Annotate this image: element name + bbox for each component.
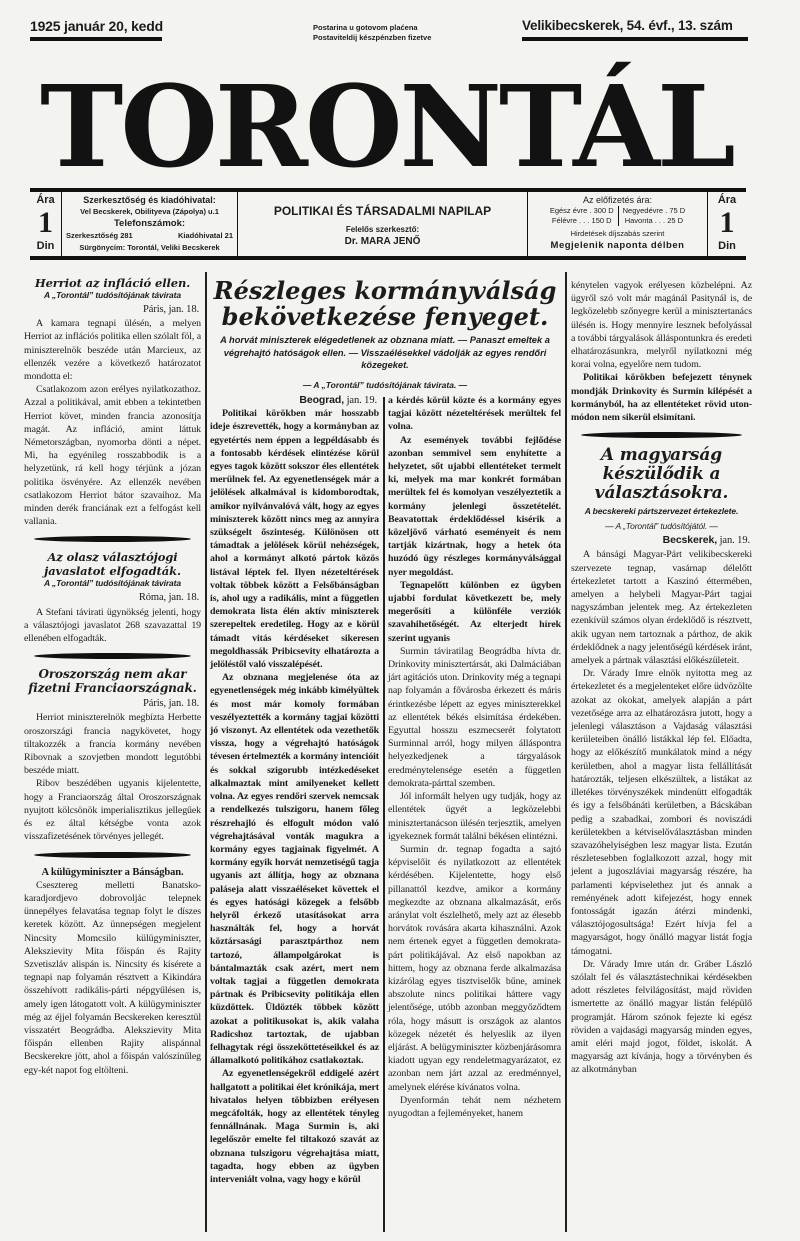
article-italy <box>24 550 201 645</box>
article-title: Oroszország nem akar fizetni Franciaországnak. <box>28 667 197 696</box>
paragraph: Az események további fejlődése azonban semmivel sem enyhítette a helyzetet, sőt ujabbi ellentéteket termelt ki, melyek ma mar konkrét formában merültek fel és komolyan veszélyeztetik a kormány jelenlegi összetételét. Beavatottak érdeklődéssel kisérik a közeljövő várható eseményeit és nem tartják kizártnak, hogy a hetek óta huzódó ügy részleges kormányválsággal nyer megoldást. <box>388 434 561 578</box>
postal-line: Postarina u gotovom plaćena <box>313 23 418 32</box>
price-unit: Din <box>36 240 55 252</box>
paragraph: kénytelen vagyok erélyesen közbelépni. Az ügyről szó volt már magánál Pasitynál is, de legközelebb szőnyegre kerül a minisztertanács ülésén is. Hogy mennyire lesznek befolyással a további tárgyalások álláspontunkra és eredeti elhatározásunkra, melyről nyilatkozni még korai volna, egyelőre nem tudom. <box>571 280 752 371</box>
paragraph: Jól informált helyen ugy tudják, hogy az ellentétek ügyét a legközelebbi minisztertanácson ülésén terjesztik, amelyen igyekeznek formát találni békésen elintézni. <box>388 791 561 842</box>
lead-column-2 <box>388 394 561 1120</box>
subscription-info <box>528 192 708 256</box>
divider <box>581 432 742 438</box>
column-rule <box>205 272 207 1232</box>
editor-name: Dr. MARA JENŐ <box>344 236 421 247</box>
dateline-city: Beograd, <box>299 394 345 406</box>
sub-quarter: Negyedévre . 75 D <box>622 206 686 215</box>
column-rule <box>565 272 567 1232</box>
paper-subtitle-box <box>238 192 528 256</box>
divider <box>34 653 191 659</box>
price-label: Ára <box>717 194 737 206</box>
article-source: A „Torontál” tudósítójának távirata <box>43 290 182 300</box>
paragraph: Surmin dr. tegnap fogadta a sajtó képviselőit és nyilatkozott az ellentétek kérdésében. Kijelentette, hogy első pillanattól kezdve, amikor a kormány megkezdte az obznana alkalmazását, erős aránylat volt észlelhető, mely azt az élesebb horvátok rovására akarta kihasználni. Azok nem értenek egyet a független demokrata-párt politikájával. Az első napokban az hittem, hogy az obznana ferde alkalmazása kizárólag egyes tisztviselők bűne, aminek abszolute nincs politikai háttere vagy jelentősége, utóbb azonban meggyőződtem róla, hogy másutt is országok az alantos közegek nézetét és helyeslik az ilyen eljárást. A belügyminiszter közbenjárásomra kiadott ugyan egy rendeletmagyarázatot, ez azonban nem járt azzal az eredménnyel, amelynek elérése kívánatos volna. <box>388 843 561 1093</box>
article-subtitle: A becskereki pártszervezet értekezlete. <box>584 506 739 517</box>
sub-month: Havonta . . . 25 D <box>624 216 684 225</box>
ads-note: Hirdetések díjszabás szerint <box>570 229 665 238</box>
article-russia <box>24 667 201 843</box>
issue-date: 1925 január 20, kedd <box>30 18 163 34</box>
phone-editorial: Szerkesztőség 281 <box>66 231 133 240</box>
masthead-info-box <box>30 188 746 260</box>
paragraph: Ribov beszédében ugyanis kijelentette, hogy a Franciaország által Oroszországnak nyujtott kölcsönök imperialisztikus jellegűek és ez által kétségbe vonta azok visszafizetésének törvényes jellegét. <box>24 778 201 843</box>
divider <box>522 37 748 41</box>
postal-note <box>313 23 431 43</box>
article-herriot <box>24 276 201 528</box>
subscription-title: Az előfizetés ára: <box>582 195 653 205</box>
divider <box>34 852 191 858</box>
price-value: 1 <box>38 206 53 239</box>
paragraph: Dyenformán tehát nem nézhetem nyugodtan a fejleményeket, hanem <box>388 1094 561 1119</box>
dateline-city: Becskerek, <box>662 534 718 547</box>
paragraph: Herriot miniszterelnök megbízta Herbette oroszországi francia nagykövetet, hogy tiltakozzék a francia kormány nevében Ribovnak a szovjetben mondott legutóbbi beszéde miatt. <box>24 712 201 777</box>
paragraph: Dr. Várady Imre után dr. Gráber László szólalt fel és választástechnikai kérdésekben adott részletes felvilágosítást, majd röviden ismertette az önálló magyar listán felépülő programját. Három szónok fejezte ki egész röviden a vajdasági magyarság minden egyes, amit eléri majd jogot, földet, iskolát. A magyarság azt kívánja, hogy a törvényben és az alkotmányban <box>571 958 752 1076</box>
paragraph: Politikai körökben már hosszabb ideje észrevették, hogy a kormányban az egyetértés nem éppen a legpéldásabb és a fontosabb kérdések elintézése körül egyes tagok között sokszor éles ellentétek merülnek fel. Az egyenetlenségek már a jelölések alkalmával is kidomborodtak, amikor nyilvánvalóvá vált, hogy az egyes miniszterek között nincs meg az annyira szükségelt őszinteség. Különösen ott támadtak a jelölések körül nehézségek, ahol a kormányt alkotó pártok közös listával léptek fel. Ilyen nézeteltérések voltak többek között a Felsőbánságban is, ahol ugy a radikális, mint a független demokrata lista élén aktív miniszterek szerepeltek eredetileg. Hogy az e körül támadt vitás kérdéseket sikeresen megoldhassák Pribicsevity elhatározta a jelöléstől való visszalépését. <box>210 408 379 671</box>
phone-publisher: Kiadóhivatal 21 <box>177 231 233 240</box>
dateline-date: jan. 19. <box>346 395 377 406</box>
article-source: — A „Torontál” tudósítójának távirata. — <box>302 379 468 390</box>
lead-column-1 <box>210 394 379 1186</box>
paragraph: Surmin táviratilag Beográdba hívta dr. Drinkovity minisztertársát, aki Dalmáciában járt agitációs uton. Drinkovity még a tegnapi nap folyamán a fővárosba érkezett és máris érintkezésbe lépett az egyes miniszterekkel az ellentétek békés elsimítása érdekében. Egyuttal hosszu eszmecserét folytatott Surminnal arról, hogy milyen álláspontra helyezkedjenek a tárgyalások eredménytelensége esetén a független demokrata-párttal szemben. <box>388 645 561 789</box>
divider <box>30 37 162 41</box>
paragraph: Az obznana megjelenése óta az egyenetlenségek még inkább kimélyültek és most már komoly formában veszélyeztették a kormány tagjai közötti jó viszonyt. Az ellentétek oda vezethetők vissza, hogy a végrehajtó hatóságok tévesen értelmezték a kormány intencióit és sokkal szigorubb intézkedéseket alkalmaztak mint amilyeneket kellett volna. Az egyes rendőri szervek nemcsak a rendelkezés tulszigoru, hanem főleg részrehajló és elfogult módon való végrehajtásával vonták magukra a kormány egyes tagjainak figyelmét. A kormány egyik horvát nemzetiségű tagja ugyanis azt állítja, hogy az obznana paláseja alatt visszaéléseket követtek el és egyes hatósági közegek a felsőbb helyről érkező utasításokat arra használták fel, hogy a horvát köztársasági parasztpárthoz nem tartozó, állampolgárokat is bántalmazták csak azért, mert nem voltak tagjai a független demokrata pártnak és Pribicsevity politikája ellen küzdöttek. Üldözték többek között azokat a politikusokat is, akik valaha Radicshoz tartoztak, de ujabban felhagytak régi összeköttetéseikkel és az államalkotó politikához csatlakoztak. <box>210 672 379 1067</box>
lead-deck: A horvát miniszterek elégedetlenek az obznana miatt. — Panaszt emeltek a végrehajtó hatóságok ellen. — Visszaélésekkel vádolják az egyes rendőri közegeket. <box>220 335 550 370</box>
editor-label: Felelős szerkesztő: <box>345 225 420 234</box>
paragraph: a kérdés körül közte és a kormány egyes tagjai között nézeteltérések merültek fel volna. <box>388 395 561 433</box>
appears-note: Megjelenik naponta délben <box>550 240 685 251</box>
phones-title: Telefonszámok: <box>113 218 186 229</box>
article-foreign-minister <box>24 866 201 1077</box>
dateline: Páris, jan. 18. <box>143 698 199 710</box>
paragraph: Csatlakozom azon erélyes nyilatkozathoz. Azzal a politikával, amit ebben a tekintetben Herriot követ, minden francia azonosítja magát. Az infláció, amint láttuk Németországban, nyomorba dönti a népet. Mi, ha egyénileg rosszabbodik is a helyzetünk, rá kell hogy térjünk a józan politika ösvényére. Az ellenzék nevében csatlakozom Herriot bátor szavaihoz. Ma minden derék franciának ezt a felfogást kell vallania. <box>24 384 201 528</box>
masthead-title: TORONTÁL <box>40 62 733 193</box>
lead-headline: Részleges kormányválság bekövetkezése fenyeget. <box>213 276 557 331</box>
lead-article-header <box>210 278 560 391</box>
article-title: Az olasz választójogi javaslatot elfogadták. <box>44 550 181 579</box>
dateline: Róma, jan. 18. <box>138 592 199 604</box>
sub-half: Félévre . . . 150 D <box>551 216 612 225</box>
office-info <box>62 192 238 256</box>
paragraph: A kamara tegnapi ülésén, a melyen Herriot az inflációs politika ellen szólalt föl, a miniszterelnök beszéde után Marcieux, az ellenzék vezére a következő határozatot mondotta el: <box>24 318 201 383</box>
column-rule <box>383 397 385 1232</box>
paragraph: A bánsági Magyar-Párt velikibecskereki szervezete tegnap, vasárnap délelőtt értekezletet tartott a Kaszinó éttermében, amelyen a helybeli Magyar-Párt tagjai nagyszámban jelentek meg. Az értekezleten ezenkívül számos olyan érdeklődő is résztvett, akik ugyan nem tartoznak a párthoz, de akik érdeklődnek a nagy jelentőségű kérdések iránt, amelyek a pártnak választási előkészületeit. <box>571 549 752 667</box>
price-left <box>30 192 62 256</box>
article-title: A külügyminiszter a Bánságban. <box>41 866 184 878</box>
sub-year: Egész évre . 300 D <box>549 206 614 215</box>
dateline-date: jan. 19. <box>719 535 750 547</box>
paragraph: Csesztereg melletti Banatsko-karadjordjevo dobrovoljác telepnek ünnepélyes felavatása tegnap folyt le díszes keretek között. Az ünnepségen megjelent Nincsity Momcsilo külügyminiszter, Alekszievity Mita főispán és Rajity Szvetiszláv alispán is. Nincsity és kísérete a tegnapi nap folyamán résztvett a Kikindára összehívott radikális-párti népgyűlésen is, amely igen látogatott volt. A külügyminiszter még az éjjel folyamán Becskereken keresztül visszatért Beográdba. Alekszievity Mita főispán ellenben Rajity alispánnal Becskerekre jött, ahol a főispán valószínűleg egy-két napot fog eltölteni. <box>24 879 201 1076</box>
dateline: Páris, jan. 18. <box>143 304 199 315</box>
article-title: Herriot az infláció ellen. <box>34 276 191 290</box>
article-title: A magyarság készülődik a választásokra. <box>594 445 729 504</box>
paragraph: Az egyenetlenségekről eddigelé azért hallgatott a politikai élet krónikája, mert hivatalos helyen többizben erélyesen megcáfolták, hogy az ellentétek tényleg fennállnának. Maga Surmin is, aki legelőször emelte fel tiltakozó szavát az obznana tulszigoru végrehajtása miatt, tagadta, hogy ebben az ügyben interveniált volna, vagy hogy e körül <box>210 1068 379 1185</box>
left-column <box>24 276 201 1077</box>
telegram-address: Sürgönycím: Torontál, Veliki Becskerek <box>79 243 220 252</box>
paragraph: Tegnapelőtt különben ez ügyben ujabbi fordulat következett be, mely megerősíti a különféle verziók szavahihetőségét. Az elterjedt hírek szerint ugyanis <box>388 579 561 644</box>
issue-number: Velikibecskerek, 54. évf., 13. szám <box>522 18 733 33</box>
postal-line: Postaviteldij készpénzben fizetve <box>313 33 432 42</box>
office-title: Szerkesztőség és kiadóhivatal: <box>83 195 216 205</box>
office-address: Vel Becskerek, Obilityeva (Zápolya) u.1 <box>80 207 219 216</box>
paragraph: A Stefani távirati ügynökség jelenti, hogy a választójogi javaslatot 268 szavazattal 19 ellenében elfogadták. <box>24 606 201 645</box>
price-label: Ára <box>36 194 55 206</box>
divider <box>34 536 191 542</box>
price-value: 1 <box>719 206 735 239</box>
article-source: A „Torontál” tudósítójának távirata <box>43 578 182 589</box>
right-column <box>571 279 752 1077</box>
article-source: — A „Torontál” tudósítójától. — <box>605 521 718 532</box>
price-right <box>708 192 746 256</box>
paper-subtitle: POLITIKAI ÉS TÁRSADALMI NAPILAP <box>273 204 492 218</box>
article-hungarians-election <box>571 446 752 1076</box>
price-unit: Din <box>718 240 736 252</box>
paragraph: Dr. Várady Imre elnök nyitotta meg az értekezletet és a megjelenteket előre üdvözölte azokat az okokat, amelyek alapján a párt vezetősége arra az elhatározásra jutott, hogy a jelenlegi választáson a Vajdaság választási kerületeiben önálló listákkal lép fel. Előadta, hogy az előkészítő munkálatok mind a négy kerületben, ahol a magyar lista fellállítását határozták, teljesen elkészültek, a listákat az illetékes törvényszékek mindenütt elfogadták és igy a felsőbánáti kerületben, a Bácskában pedig a szabadkai, zombori és noviszádi kerületekben a kétviselőválasztásban minden szavazóhelyiségben lesz magyar lista. Ezután részletesebben foglalkozott azzal, hogy mit jelent a jugoszláviai magyarság részére, ha parlamenti képviselethez jut és annak a reményének adott kifejezést, hogy ennek fontosságát igazán átérzi mindenki, választójogosultsága! Ezért hívja fel a magyarságot, hogy önálló magyar listát fogja támogatni. <box>571 668 752 957</box>
paragraph: Politikai körökben befejezett ténynek mondják Drinkovity és Surmin kilépését a kormányból, ha az ellentéteket rövid uton-módon nem sikerül elsimítani. <box>571 372 752 424</box>
